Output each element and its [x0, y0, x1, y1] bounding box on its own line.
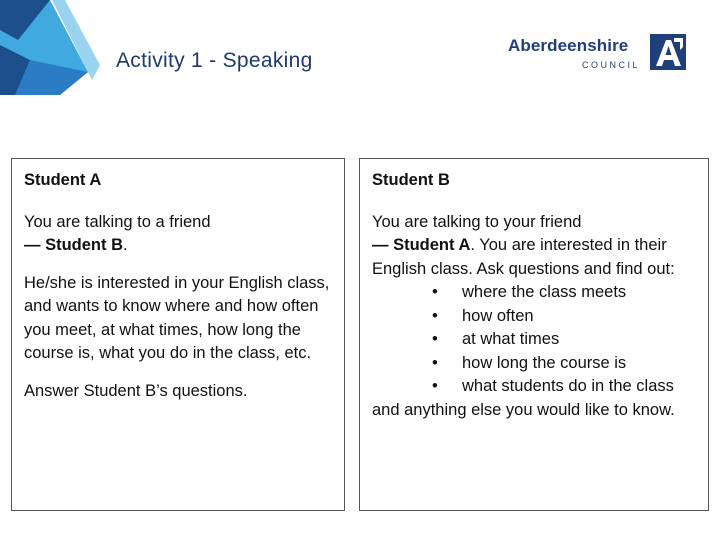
student-b-intro: [372, 211, 696, 282]
student-a-intro-bold: Student B: [45, 236, 124, 254]
student-a-closing: Answer Student B’s questions.: [24, 381, 248, 400]
student-b-card: [359, 158, 709, 511]
list-item: [372, 305, 696, 329]
list-item: [372, 375, 696, 399]
slide-title: Activity 1 - Speaking: [116, 49, 313, 72]
student-b-intro-dash: —: [372, 236, 394, 254]
list-item-text: how often: [462, 306, 534, 325]
student-a-intro-text: You are talking to a friend: [24, 212, 211, 231]
list-item: [372, 281, 696, 305]
list-item: [372, 352, 696, 376]
bullet-icon: •: [432, 353, 438, 372]
logo-a-mark-icon: [650, 34, 686, 70]
student-b-heading: Student B: [372, 171, 450, 189]
list-item-text: how long the course is: [462, 353, 627, 372]
logo-name: Aberdeenshire: [508, 36, 629, 55]
student-b-question-list: [372, 281, 696, 399]
student-b-closing: and anything else you would like to know.: [372, 400, 675, 419]
student-a-card: [11, 158, 345, 511]
corner-decoration: [0, 0, 110, 95]
student-b-intro-text: You are talking to your friend: [372, 212, 582, 231]
list-item-text: where the class meets: [462, 283, 627, 301]
student-a-paragraph: He/she is interested in your English class, and wants to know where and how often you meet, at what times, how long the course is, what you do in the class, etc.: [24, 273, 330, 362]
student-a-heading: Student A: [24, 171, 102, 189]
list-item-text: at what times: [462, 330, 560, 348]
aberdeenshire-council-logo: [508, 34, 690, 74]
bullet-icon: •: [432, 283, 438, 301]
list-item: [372, 328, 696, 352]
list-item-text: what students do in the class: [462, 377, 674, 395]
logo-subtitle: COUNCIL: [582, 60, 641, 70]
student-b-intro-rest: . You are interested in their English class. Ask questions and find out:: [372, 236, 675, 278]
bullet-icon: •: [432, 377, 438, 395]
student-a-intro: [24, 211, 332, 258]
student-a-intro-end: .: [123, 236, 128, 254]
student-a-intro-dash: —: [24, 236, 46, 254]
bullet-icon: •: [432, 330, 438, 348]
bullet-icon: •: [432, 306, 438, 325]
student-b-intro-bold: Student A: [393, 236, 471, 254]
